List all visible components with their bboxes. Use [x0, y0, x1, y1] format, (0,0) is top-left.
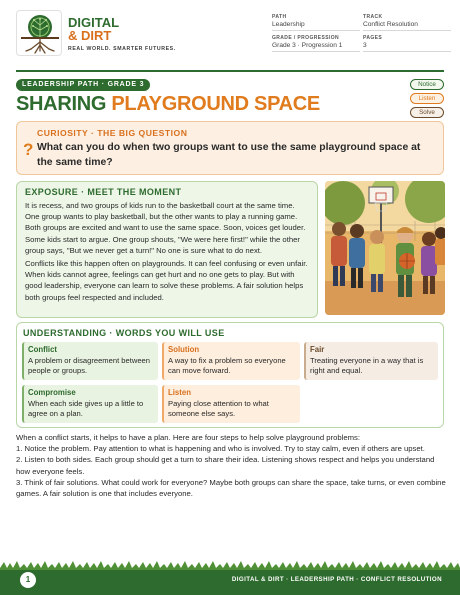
word-definition: A way to fix a problem so everyone can move forward.	[168, 356, 286, 375]
step-badge-listen: Listen	[410, 93, 444, 104]
word-definition: A problem or disagreement between people or groups.	[28, 356, 150, 375]
exposure-heading: EXPOSURE · MEET THE MOMENT	[25, 187, 182, 197]
exposure-box	[16, 181, 318, 318]
step-badges	[410, 79, 444, 121]
title-part1: SHARING	[16, 93, 112, 115]
playground-kids-image	[325, 181, 445, 315]
tree-logo-icon	[16, 10, 62, 56]
track-value: Conflict Resolution	[363, 21, 451, 31]
understanding-heading: UNDERSTANDING · WORDS YOU WILL USE	[23, 328, 225, 338]
word-card-compromise	[22, 385, 158, 423]
meta-column-left	[272, 14, 360, 56]
word-definition: When each side gives up a little to agree on a plan.	[28, 399, 144, 418]
word-term: Fair	[310, 345, 325, 354]
word-card-conflict	[22, 342, 158, 380]
curiosity-box	[16, 121, 444, 175]
step-1-text: 1. Notice the problem. Pay attention to what is happening and who is involved. Try to stay calm, even if others are upset.	[16, 444, 425, 454]
understanding-box	[16, 322, 444, 428]
page-title	[16, 93, 320, 115]
step-3-text: 3. Think of fair solutions. What could work for everyone? Maybe both groups can share the space, take turns, or even combine games. A fair solution is one that includes everyone.	[16, 477, 446, 499]
word-term: Compromise	[28, 388, 76, 397]
pages-value: 3	[363, 42, 451, 52]
exposure-paragraph-2: Conflicts like this happen often on playgrounds. It can feel confusing or even unfair. When kids cannot agree, feelings can get hurt and no one gets to play. But with good leadership, everyone can learn to solve these problems. A fair solution helps both groups feel respected and included.	[25, 259, 308, 302]
meta-column-right	[363, 14, 451, 56]
track-label: TRACK	[363, 14, 383, 20]
question-mark-icon: ?	[23, 140, 34, 159]
brand-block	[68, 16, 176, 52]
title-part2: PLAYGROUND SPACE	[111, 93, 320, 115]
step-2-text: 2. Listen to both sides. Each group should get a turn to share their idea. Listening shows respect and helps you understand how everyone feels.	[16, 455, 435, 476]
exposure-body	[25, 200, 309, 303]
steps-intro: When a conflict starts, it helps to have a plan. Here are four steps to help solve playground problems:	[16, 433, 360, 442]
curiosity-question: What can you do when two groups want to use the same playground space at the same time?	[37, 142, 421, 168]
path-label: PATH	[272, 14, 287, 20]
grade-label: GRADE / PROGRESSION	[272, 35, 340, 41]
brand-name-line1: DIGITAL	[68, 15, 120, 30]
page-header	[0, 0, 460, 68]
pages-label: PAGES	[363, 35, 383, 41]
footer-text: DIGITAL & DIRT · LEADERSHIP PATH · CONFLICT RESOLUTION	[231, 576, 442, 583]
grade-value: Grade 3 · Progression 1	[272, 42, 360, 52]
exposure-paragraph-1: It is recess, and two groups of kids run to the basketball court at the same time. One group wants to play basketball, but the other wants to play a running game. Both groups are excited and want to use the same space. Soon, voices get louder. Some kids start to argue. One group shouts, "We were here first!" while the other group says, "But we never get a turn!" No one is sure what to do next.	[25, 201, 306, 255]
word-term: Solution	[168, 345, 200, 354]
word-definition: Treating everyone in a way that is right and equal.	[310, 356, 424, 375]
curiosity-heading: CURIOSITY · THE BIG QUESTION	[37, 128, 188, 138]
word-term: Conflict	[28, 345, 58, 354]
path-pill: LEADERSHIP PATH · GRADE 3	[16, 79, 150, 91]
steps-section	[16, 432, 446, 499]
path-value: Leadership	[272, 21, 360, 31]
brand-tagline: REAL WORLD. SMARTER FUTURES.	[68, 46, 176, 52]
header-divider	[16, 70, 444, 72]
word-definition: Paying close attention to what someone else says.	[168, 399, 269, 418]
word-card-fair	[304, 342, 438, 380]
step-badge-notice: Notice	[410, 79, 444, 90]
brand-name-line2: & DIRT	[68, 28, 112, 43]
step-badge-solve: Solve	[410, 107, 444, 118]
word-card-solution	[162, 342, 300, 380]
page-number: 1	[20, 572, 36, 588]
word-card-listen	[162, 385, 300, 423]
word-term: Listen	[168, 388, 191, 397]
